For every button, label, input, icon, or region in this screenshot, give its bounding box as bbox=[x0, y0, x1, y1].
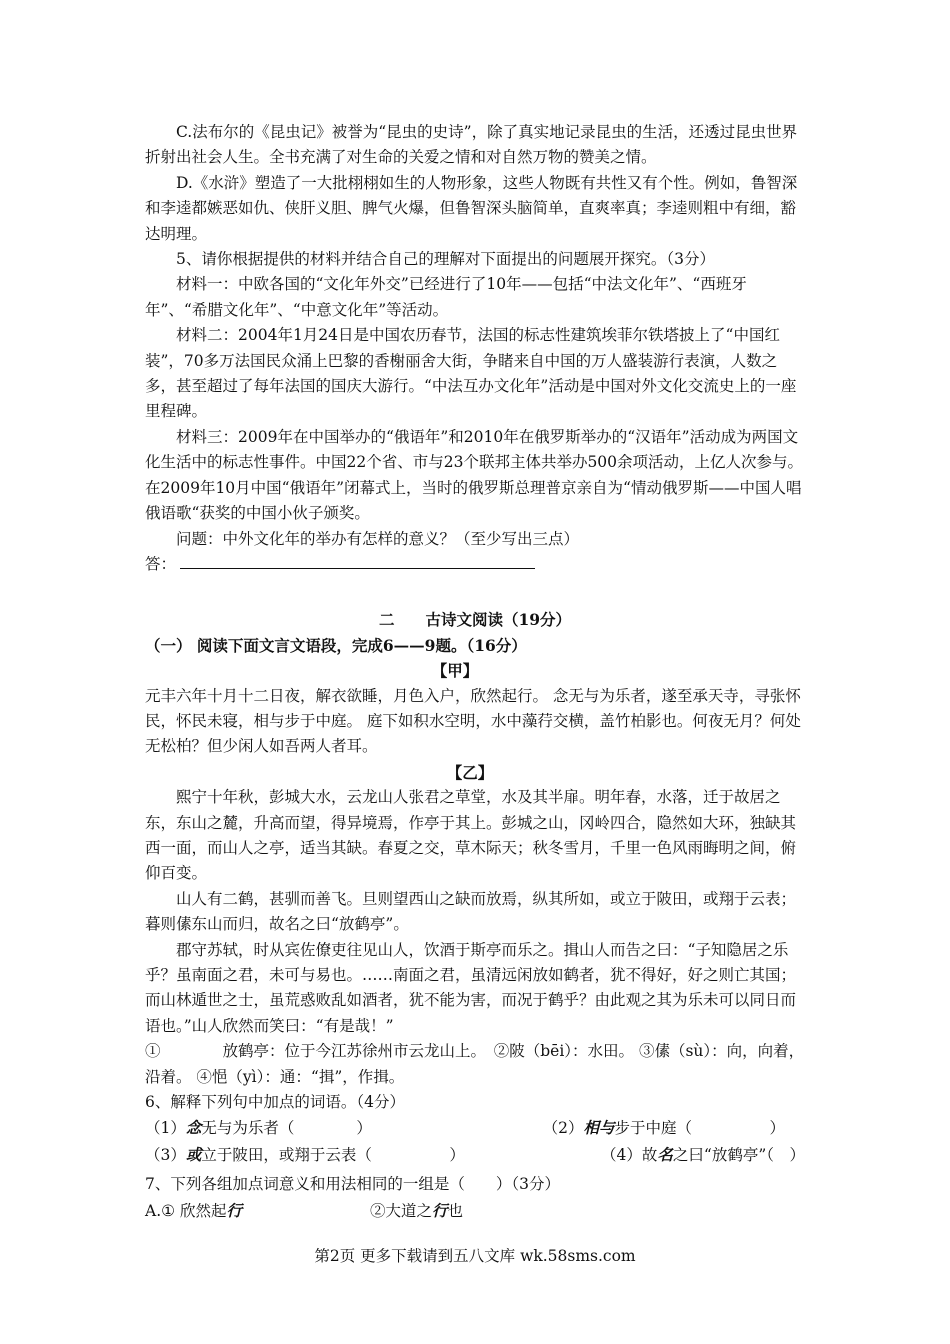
passage-jia-text: 元丰六年十月十二日夜，解衣欲睡，月色入户，欣然起行。 念无与为乐者，遂至承天寺，寻张怀民，怀民未寝，相与步于中庭。 庭下如积水空明，水中藻荇交横，盖竹柏影也。何夜无月？何处无松柏？但少闲人如吾两人者耳。 bbox=[145, 686, 801, 756]
question-text: 问题：中外文化年的举办有怎样的意义？（至少写出三点） bbox=[176, 529, 580, 548]
question-6: 6、解释下列句中加点的词语。（4分） bbox=[145, 1093, 405, 1112]
passage-yi-para-1: 熙宁十年秋，彭城大水，云龙山人张君之草堂，水及其半扉。明年春，水落，迁于故居之东，东山之麓，升高而望，得异境焉，作亭于其上。彭城之山，冈岭四合，隐然如大环，独缺其西一面，而山人之亭，适当其缺。春夏之交，草木际天；秋冬雪月，千里一色风雨晦明之间，俯仰百变。 bbox=[145, 788, 797, 883]
material-2: 材料二：2004年1月24日是中国农历春节，法国的标志性建筑埃菲尔铁塔披上了“中国红装”，70多万法国民众涌上巴黎的香榭丽舍大街，争睹来自中国的万人盛装游行表演，人数之多，甚至超过了每年法国的国庆大游行。“中法互办文化年”活动是中国对外文化交流史上的一座里程碑。 bbox=[145, 326, 797, 421]
passage-yi-para-2: 山人有二鹤，甚驯而善飞。旦则望西山之缺而放焉，纵其所如，或立于陂田，或翔于云表；暮则傃东山而归，故名之曰“放鹤亭”。 bbox=[145, 889, 797, 934]
section-gap bbox=[145, 577, 805, 607]
question-5: 5、请你根据提供的材料并结合自己的理解对下面提出的问题展开探究。（3分） bbox=[176, 250, 715, 269]
section-2-heading: 二 古诗文阅读（19分） bbox=[378, 610, 572, 630]
answer-blank-line[interactable] bbox=[180, 552, 535, 569]
q6-item-1: （1）念无与为乐者（ ） bbox=[145, 1118, 372, 1138]
q7-option-a bbox=[145, 1198, 805, 1224]
question-7: 7、下列各组加点词意义和用法相同的一组是（ ）（3分） bbox=[145, 1175, 560, 1194]
answer-row bbox=[145, 552, 805, 577]
passage-yi-label: 【乙】 bbox=[446, 762, 494, 782]
option-c: C.法布尔的《昆虫记》被誉为“昆虫的史诗”，除了真实地记录昆虫的生活，还透过昆虫世界折射出社会人生。全书充满了对生命的关爱之情和对自然万物的赞美之情。 bbox=[145, 123, 798, 167]
q6-item-2: （2）相与步于中庭（ ） bbox=[542, 1118, 785, 1138]
page-footer: 第2页 更多下载请到五八文库 wk.58sms.com bbox=[314, 1247, 636, 1265]
q6-item-4: （4）故名之曰“放鹤亭”（ ） bbox=[601, 1144, 805, 1164]
material-1: 材料一：中欧各国的“文化年外交”已经进行了10年——包括“中法文化年”、“西班牙年”、“希腊文化年”、“中意文化年”等活动。 bbox=[145, 275, 747, 319]
q6-row-2 bbox=[145, 1142, 805, 1168]
q6-row-1 bbox=[145, 1115, 805, 1141]
q6-item-3: （3）或立于陂田，或翔于云表（ ） bbox=[145, 1144, 465, 1164]
part-1-heading: （一） 阅读下面文言文语段，完成6——9题。（16分） bbox=[145, 635, 527, 655]
annotation-notes: ① 放鹤亭：位于今江苏徐州市云龙山上。 ②陂（bēi）：水田。 ③傃（sù）：向，向着，沿着。 ④悒（yì）：通：“揖”，作揖。 bbox=[145, 1042, 805, 1086]
page-content bbox=[145, 120, 805, 1224]
option-d: D.《水浒》塑造了一大批栩栩如生的人物形象，这些人物既有共性又有个性。例如，鲁智深和李逵都嫉恶如仇、侠肝义胆、脾气火爆，但鲁智深头脑简单，直爽率真；李逵则粗中有细，豁达明理。 bbox=[145, 173, 798, 243]
answer-label: 答： bbox=[145, 554, 177, 573]
passage-jia-label: 【甲】 bbox=[431, 661, 479, 681]
material-3: 材料三：2009年在中国举办的“俄语年”和2010年在俄罗斯举办的“汉语年”活动成为两国文化生活中的标志性事件。中国22个省、市与23个联邦主体共举办500余项活动，上亿人次参与。在2009年10月中国“俄语年”闭幕式上，当时的俄罗斯总理普京亲自为“情动俄罗斯——中国人唱俄语歌“获奖的中国小伙子颁奖。 bbox=[145, 427, 804, 523]
passage-yi-para-3: 郡守苏轼，时从宾佐僚吏往见山人，饮酒于斯亭而乐之。揖山人而告之曰：“子知隐居之乐乎？虽南面之君，未可与易也。……南面之君，虽清远闲放如鹤者，犹不得好，好之则亡其国；而山林遁世之士，虽荒惑败乱如酒者，犹不能为害，而况于鹤乎？由此观之其为乐未可以同日而语也。”山人欣然而笑曰：“有是哉！” bbox=[145, 940, 797, 1035]
q7-a-part-2: ②大道之行也 bbox=[370, 1200, 464, 1220]
q7-a-part-1: A.① 欣然起行 bbox=[145, 1200, 242, 1220]
